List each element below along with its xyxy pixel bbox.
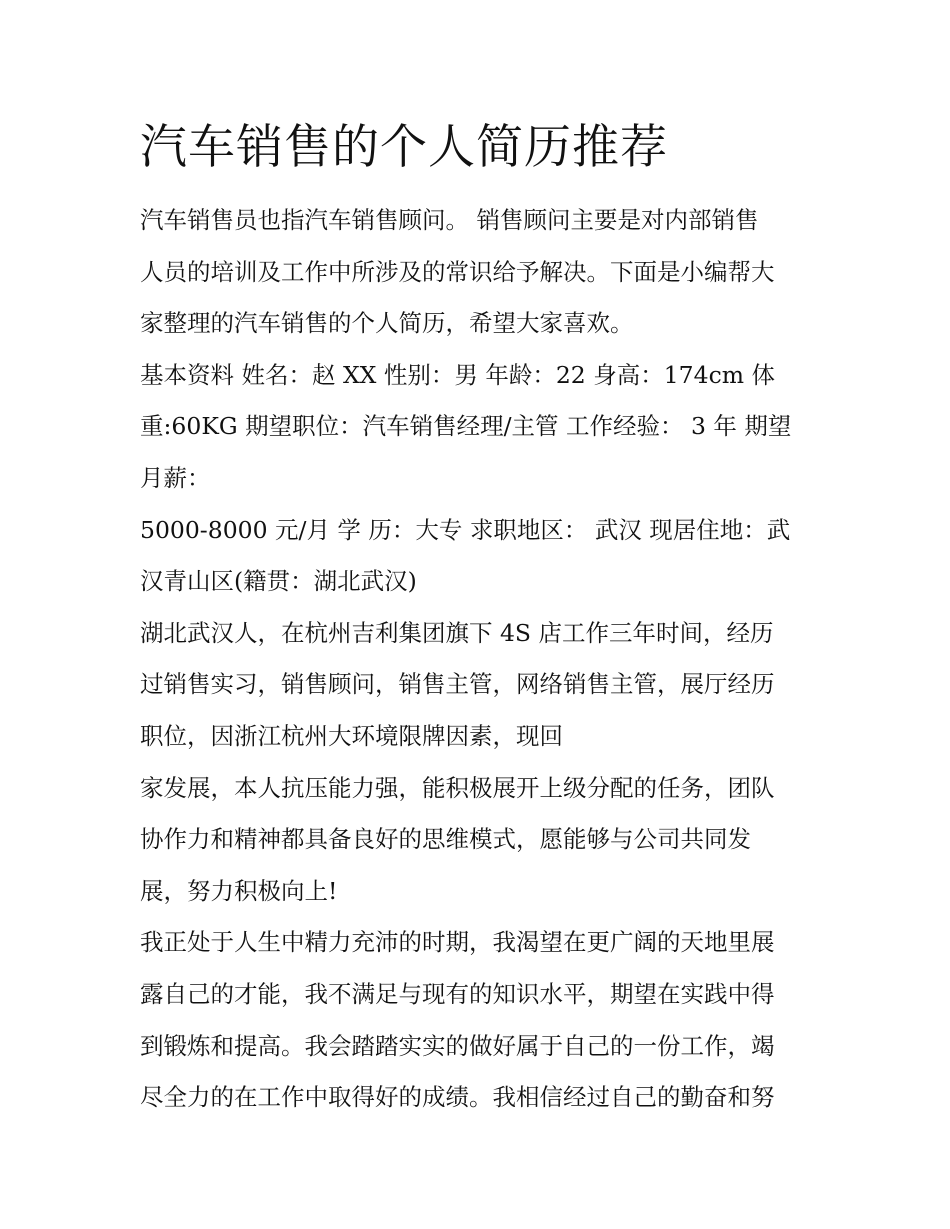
document-title: 汽车销售的个人简历推荐 xyxy=(140,120,668,175)
salary-location-paragraph xyxy=(140,505,820,608)
text-line: 家发展，本人抗压能力强，能积极展开上级分配的任务，团队 xyxy=(140,773,775,802)
text-line: 汉青山区(籍贯：湖北武汉) xyxy=(140,567,417,596)
text-line: 人员的培训及工作中所涉及的常识给予解决。下面是小编帮大 xyxy=(140,257,775,286)
text-line: 重:60KG 期望职位：汽车销售经理/主管 工作经验： 3 年 期望 xyxy=(140,412,792,441)
text-line: 月薪： xyxy=(140,463,211,492)
intro-paragraph xyxy=(140,195,820,350)
text-line: 协作力和精神都具备良好的思维模式，愿能够与公司共同发 xyxy=(140,825,751,854)
text-line: 湖北武汉人，在杭州吉利集团旗下 4S 店工作三年时间，经历 xyxy=(140,618,774,647)
text-line: 露自己的才能，我不满足与现有的知识水平，期望在实践中得 xyxy=(140,979,775,1008)
self-assessment-paragraph xyxy=(140,763,820,918)
text-line: 家整理的汽车销售的个人简历，希望大家喜欢。 xyxy=(140,309,634,338)
text-line: 我正处于人生中精力充沛的时期，我渴望在更广阔的天地里展 xyxy=(140,928,775,957)
experience-paragraph xyxy=(140,608,820,763)
text-line: 汽车销售员也指汽车销售顾问。 销售顾问主要是对内部销售 xyxy=(140,206,759,234)
text-line: 5000-8000 元/月 学 历：大专 求职地区： 武汉 现居住地：武 xyxy=(140,515,791,544)
text-line: 尽全力的在工作中取得好的成绩。我相信经过自己的勤奋和努 xyxy=(140,1083,775,1112)
document-body xyxy=(140,195,820,1124)
text-line: 到锻炼和提高。我会踏踏实实的做好属于自己的一份工作，竭 xyxy=(140,1031,775,1060)
aspiration-paragraph xyxy=(140,917,820,1123)
text-line: 职位，因浙江杭州大环境限牌因素，现回 xyxy=(140,721,563,750)
text-line: 过销售实习，销售顾问，销售主管，网络销售主管，展厅经历 xyxy=(140,670,775,699)
text-line: 展，努力积极向上! xyxy=(140,876,338,905)
basic-info-paragraph xyxy=(140,350,820,505)
text-line: 基本资料 姓名：赵 XX 性别：男 年龄：22 身高：174cm 体 xyxy=(140,360,775,389)
